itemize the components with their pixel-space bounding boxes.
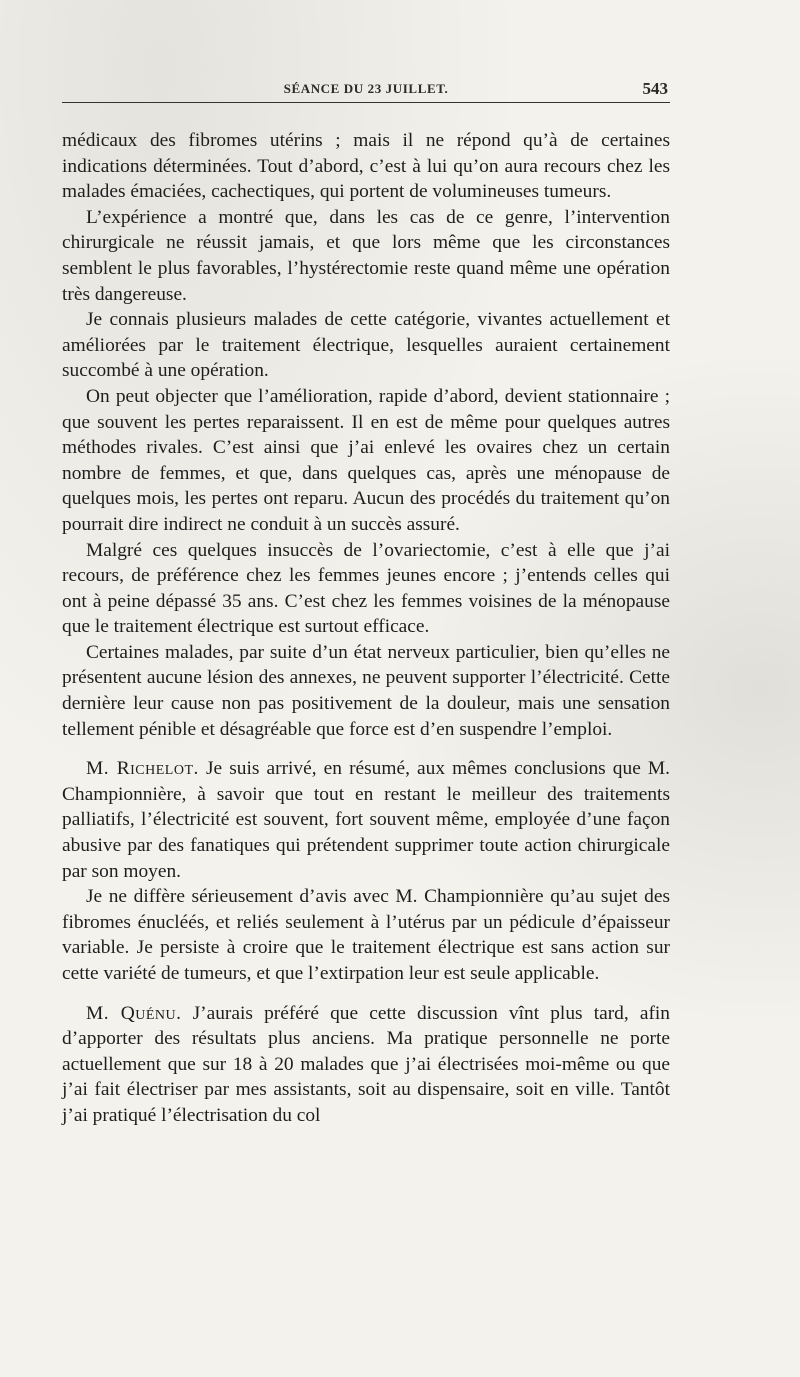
paragraph-4: On peut objecter que l’amélioration, rapide d’abord, devient stationnaire ; que souvent les pertes reparaissent. Il en est de même pour quelques autres méthodes rivales. C’est ainsi que j’ai enlevé les ovaires chez un certain nombre de femmes, et que, dans quelques cas, après une ménopause de quelques mois, les pertes ont reparu. Aucun des procédés du traitement qu’on pourrait dire indirect ne conduit à un succès assuré. [62,385,670,535]
speaker-richelot: M. Richelot. [86,758,199,780]
page-number: 543 [642,79,668,98]
paragraph-6: Certaines malades, par suite d’un état nerveux particulier, bien qu’elles ne présentent aucune lésion des annexes, ne peuvent supporter l’électricité. Cette dernière leur cause non pas positivement de la douleur, mais une sensation tellement pénible et désagréable que force est d’en suspendre l’emploi. [62,641,670,740]
paragraph-5: Malgré ces quelques insuccès de l’ovariectomie, c’est à elle que j’ai recours, de préférence chez les femmes jeunes encore ; j’entends celles qui ont à peine dépassé 35 ans. C’est chez les femmes voisines de la ménopause que le traitement électrique est surtout efficace. [62,539,670,638]
page-header [62,78,670,103]
paragraph-quenu [62,1001,670,1129]
richelot-text: Je suis arrivé, en résumé, aux mêmes conclusions que M. Championnière, à savoir que tout en restant le meilleur des traitements palliatifs, l’électricité est souvent, fort souvent même, employée d’une façon abusive par des fanatiques qui prétendent supprimer toute action chirurgicale par son moyen. [62,758,670,882]
running-head: SÉANCE DU 23 JUILLET. [283,81,449,96]
paragraph-2: L’expérience a montré que, dans les cas de ce genre, l’intervention chirurgicale ne réussit jamais, et que lors même que les circonstances semblent le plus favorables, l’hystérectomie reste quand même une opération très dangereuse. [62,206,670,305]
paragraph-1: médicaux des fibromes utérins ; mais il ne répond qu’à de certaines indications déterminées. Tout d’abord, c’est à lui qu’on aura recours chez les malades émaciées, cachectiques, qui portent de volumineuses tumeurs. [62,130,670,203]
paragraph-3: Je connais plusieurs malades de cette catégorie, vivantes actuellement et améliorées par le traitement électrique, lesquelles auraient certainement succombé à une opération. [62,309,670,382]
body-text [62,128,670,1129]
paragraph-8: Je ne diffère sérieusement d’avis avec M. Championnière qu’au sujet des fibromes énucléés, et reliés seulement à l’utérus par un pédicule d’épaisseur variable. Je persiste à croire que le traitement électrique est sans action sur cette variété de tumeurs, et que l’extirpation leur est seule applicable. [62,886,670,984]
paragraph-richelot [62,756,670,884]
speaker-quenu: M. Quénu. [86,1002,182,1024]
quenu-text: J’aurais préféré que cette discussion vînt plus tard, afin d’apporter des résultats plus anciens. Ma pratique personnelle ne porte actuellement que sur 18 à 20 malades que j’ai électrisées moi-même ou que j’ai fait électriser par mes assistants, soit au dispensaire, soit en ville. Tantôt j’ai pratiqué l’électrisation du col [62,1002,670,1126]
